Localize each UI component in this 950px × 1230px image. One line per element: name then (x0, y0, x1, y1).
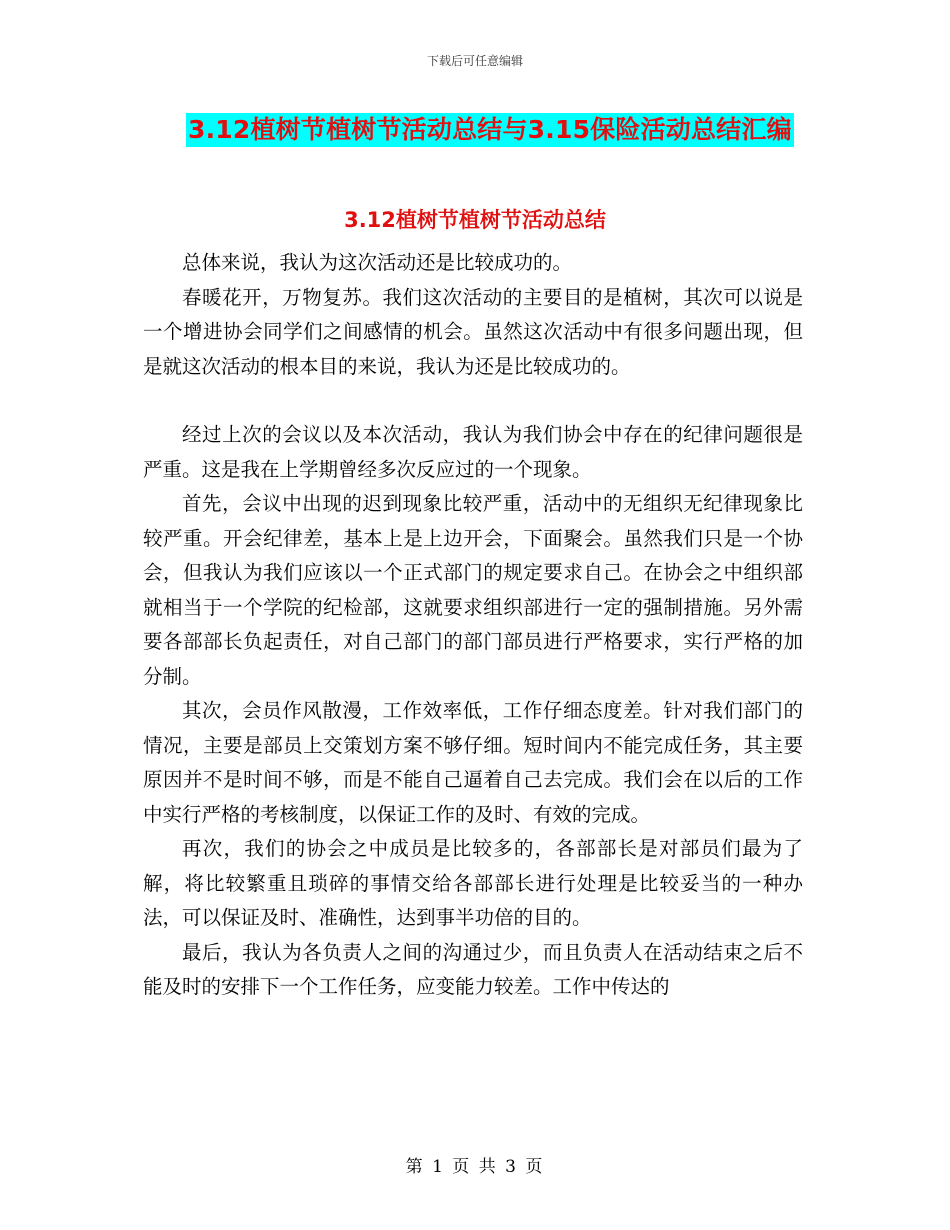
document-body (143, 246, 803, 1005)
paragraph: 经过上次的会议以及本次活动，我认为我们协会中存在的纪律问题很是严重。这是我在上学期曾经多次反应过的一个现象。 (143, 423, 803, 481)
paragraph: 再次，我们的协会之中成员是比较多的，各部部长是对部员们最为了解，将比较繁重且琐碎的事情交给各部部长进行处理是比较妥当的一种办法，可以保证及时、准确性，达到事半功倍的目的。 (143, 837, 803, 929)
section-title: 3.12植树节植树节活动总结 (344, 208, 606, 232)
paragraph: 首先，会议中出现的迟到现象比较严重，活动中的无组织无纪律现象比较严重。开会纪律差，基本上是上边开会，下面聚会。虽然我们只是一个协会，但我认为我们应该以一个正式部门的规定要求自己。在协会之中组织部就相当于一个学院的纪检部，这就要求组织部进行一定的强制措施。另外需要各部部长负起责任，对自己部门的部门部员进行严格要求，实行严格的加分制。 (143, 492, 803, 688)
paragraph: 最后，我认为各负责人之间的沟通过少，而且负责人在活动结束之后不能及时的安排下一个工作任务，应变能力较差。工作中传达的 (143, 940, 803, 998)
paragraph: 其次，会员作风散漫，工作效率低，工作仔细态度差。针对我们部门的情况，主要是部员上交策划方案不够仔细。短时间内不能完成任务，其主要原因并不是时间不够，而是不能自己逼着自己去完成。我们会在以后的工作中实行严格的考核制度，以保证工作的及时、有效的完成。 (143, 699, 803, 826)
paragraph: 总体来说，我认为这次活动还是比较成功的。 (182, 251, 573, 274)
document-title: 3.12植树节植树节活动总结与3.15保险活动总结汇编 (186, 113, 794, 147)
page-footer: 第 1 页 共 3 页 (405, 1157, 545, 1177)
paragraph: 春暖花开，万物复苏。我们这次活动的主要目的是植树，其次可以说是一个增进协会同学们之间感情的机会。虽然这次活动中有很多问题出现，但是就这次活动的根本目的来说，我认为还是比较成功的。 (143, 285, 803, 378)
header-note: 下载后可任意编辑 (426, 54, 523, 68)
